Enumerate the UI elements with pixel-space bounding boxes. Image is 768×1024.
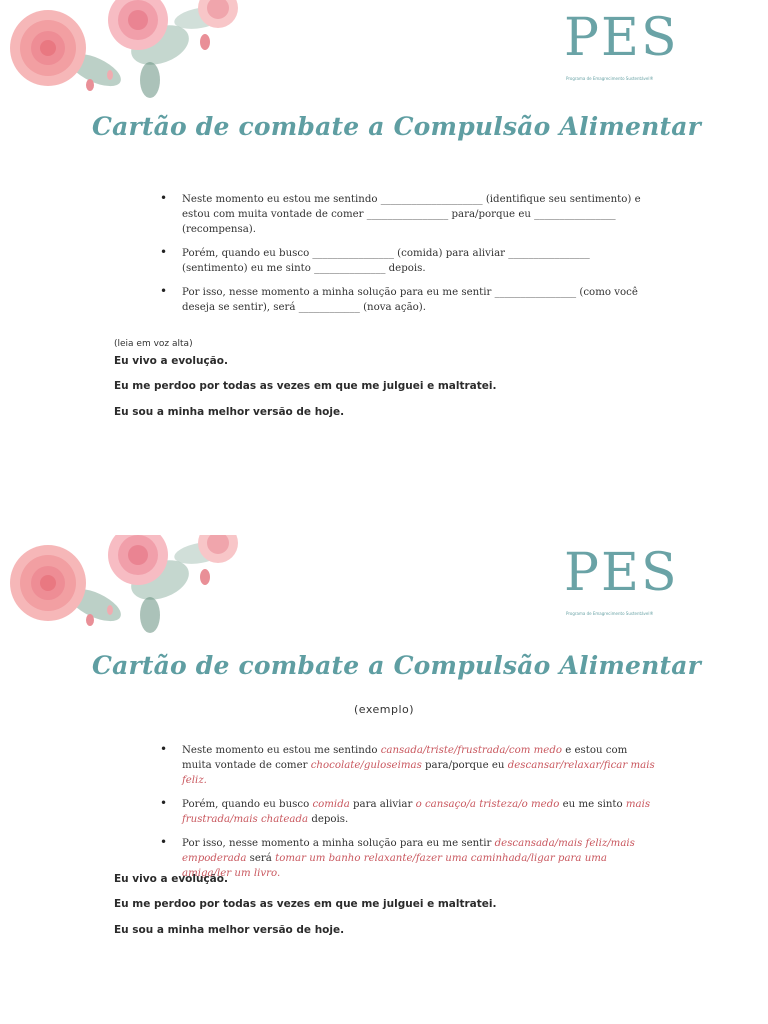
affirmation: Eu sou a minha melhor versão de hoje. [114,924,345,936]
text-segment: e estou com muita vontade de comer [182,745,628,771]
text-segment: Por isso, nesse momento a minha solução para eu me sentir [182,838,495,849]
affirmation: Eu vivo a evolução. [114,873,228,885]
text-segment: será [246,853,276,864]
example-answer: comida [312,799,350,810]
list-item [160,797,655,827]
affirmation: Eu sou a minha melhor versão de hoje. [114,406,345,418]
rose-flowers-illustration [0,535,260,635]
rose-flowers-illustration [0,0,260,100]
text-segment: eu me sinto [559,799,626,810]
example-answer: mais frustrada/mais chateada [182,799,651,825]
example-answer: o cansaço/a tristeza/o medo [415,799,560,810]
card-title: Cartão de combate a Compulsão Alimentar [92,651,702,680]
logo-subtitle: Programa de Emagrecimento Sustentável® [566,611,654,616]
example-answer: descansada/mais feliz/mais empoderada [182,838,635,864]
card-example [0,535,768,1024]
text-segment: para aliviar [349,799,416,810]
example-tag: (exemplo) [353,703,415,716]
read-aloud-note: (leia em voz alta) [114,339,193,349]
example-bullet-list [160,743,655,890]
list-item: • Por isso, nesse momento a minha solução para eu me sentir ________________ (como você deseja se sentir), será ____________ (nova ação). [160,285,655,315]
logo-letters: PES [564,8,679,68]
text-segment: depois. [308,814,349,825]
pes-logo [560,543,679,633]
logo-subtitle: Programa de Emagrecimento Sustentável® [566,76,654,81]
list-item [160,836,655,881]
example-answer: tomar um banho relaxante/fazer uma caminhada/ligar para uma amiga/ler um livro. [182,853,608,879]
affirmation: Eu me perdoo por todas as vezes em que me julguei e maltratei. [114,898,497,910]
text-segment: Porém, quando eu busco [182,799,313,810]
example-answer: descansar/relaxar/ficar mais feliz. [182,760,655,786]
affirmation: Eu me perdoo por todas as vezes em que me julguei e maltratei. [114,380,497,392]
list-item: • Porém, quando eu busco ________________ (comida) para aliviar ________________ (sentimento) eu me sinto ______________ depois. [160,246,655,276]
logo-letters: PES [564,543,679,603]
text-segment: Neste momento eu estou me sentindo [182,745,381,756]
blank-bullet-list [160,192,655,324]
list-item [160,743,655,788]
example-answer: cansada/triste/frustrada/com medo [380,745,562,756]
card-title: Cartão de combate a Compulsão Alimentar [92,112,702,141]
example-answer: chocolate/guloseimas [310,760,422,771]
list-item: • Neste momento eu estou me sentindo ____________________ (identifique seu sentimento) e estou com muita vontade de comer ________________ para/porque eu ________________ (recompensa). [160,192,655,237]
affirmation: Eu vivo a evolução. [114,355,228,367]
text-segment: para/porque eu [421,760,508,771]
pes-logo [560,8,679,98]
